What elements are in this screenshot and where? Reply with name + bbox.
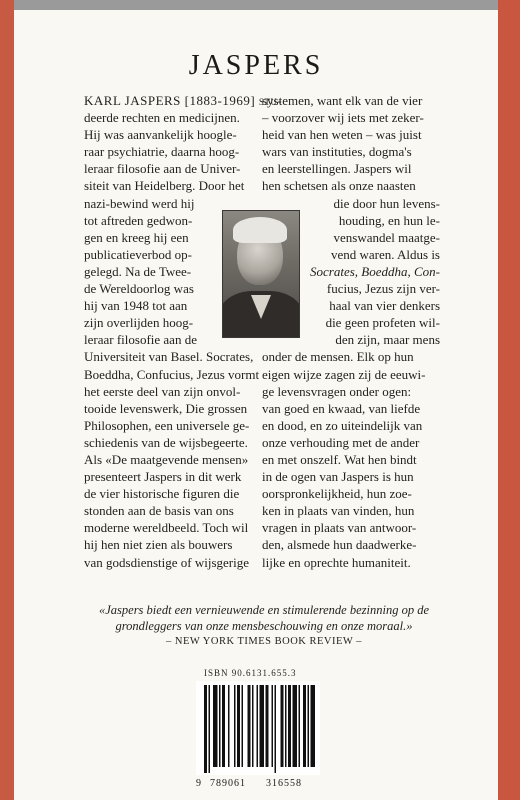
blurb-line: fucius, Jezus zijn ver- [326, 281, 440, 297]
blurb-line: de Wereldoorlog was [84, 281, 194, 297]
blurb-line: de vier historische figuren die [84, 486, 240, 502]
barcode-bar [213, 685, 218, 767]
blurb-line: heid van hen weten – was juist [262, 127, 422, 143]
cover-left-edge [0, 0, 14, 800]
blurb-line: gen en kreeg hij een [84, 229, 189, 245]
blurb-line: en dood, en zo uiteindelijk van [262, 417, 423, 433]
blurb-line: den, alsmede hun daadwerke- [262, 537, 417, 553]
cover-right-edge [498, 0, 520, 800]
blurb-line: venswandel maatge- [333, 229, 440, 245]
blurb-line: zijn overlijden hoog- [84, 315, 194, 331]
barcode-bar [303, 685, 306, 767]
blurb-line: en met onszelf. Wat hen bindt [262, 451, 417, 467]
blurb-line: Boeddha, Confucius, Jezus vormt [84, 366, 260, 382]
barcode-bar [237, 685, 240, 767]
review-quote-line: «Jaspers biedt een vernieuwende en stimulerende bezinning op de [98, 603, 429, 617]
blurb-line: van godsdienstige of wijsgerige [84, 554, 249, 570]
blurb-line: onder de mensen. Elk op hun [262, 349, 414, 365]
blurb-line: Philosophen, een universele ge- [84, 417, 250, 433]
barcode-bar [219, 685, 221, 767]
blurb-line: stonden aan de basis van ons [84, 503, 234, 519]
blurb-line: Als «De maatgevende mensen» [84, 451, 249, 467]
barcode-bar [272, 685, 274, 767]
blurb-line: presenteert Jaspers in dit werk [84, 469, 242, 485]
blurb-line: ge levensvragen onder ogen: [262, 383, 412, 399]
barcode-bar [252, 685, 254, 767]
blurb-line: houding, en hun le- [338, 212, 440, 228]
barcode-bar [308, 685, 310, 767]
review-quote-line: grondleggers van onze mensbeschouwing en onze moraal.» [115, 619, 413, 633]
barcode-bars [196, 681, 320, 775]
isbn-number: ISBN 90.6131.655.3 [204, 668, 297, 678]
blurb-line: leraar filosofie aan de [84, 332, 197, 348]
blurb-line: siteit van Heidelberg. Door het [84, 178, 245, 194]
blurb-right-column [262, 92, 440, 571]
blurb-line: publicatieverbod op- [84, 246, 192, 262]
barcode-digits [196, 778, 320, 789]
blurb-line: ken in plaats van vinden, hun [262, 503, 415, 519]
barcode-bar [228, 685, 230, 767]
blurb-line [84, 92, 283, 109]
barcode-bar [257, 685, 259, 767]
blurb-line: Hij was aanvankelijk hooglе- [84, 127, 237, 143]
blurb-line: wars van instituties, dogma's [262, 144, 412, 160]
blurb-line: moderne wereldbeeld. Toch wil [84, 520, 249, 536]
blurb-line: eigen wijze zagen zij de eeuwi- [262, 366, 426, 382]
barcode-bar [266, 685, 269, 767]
blurb-line: tot aftreden gedwon- [84, 212, 193, 228]
blurb-line: gelegd. Na de Twee- [84, 263, 192, 279]
blurb-line: den zijn, maar mens [335, 332, 440, 348]
blurb-line: leraar filosofie aan de Univer- [84, 161, 241, 177]
barcode [196, 681, 320, 775]
blurb-line: het eerste deel van zijn onvol- [84, 383, 241, 399]
review-source: – NEW YORK TIMES BOOK REVIEW – [165, 636, 363, 647]
blurb-line: die geen profeten wil- [325, 315, 440, 331]
blurb-line: vragen in plaats van antwoor- [262, 520, 417, 536]
blurb-line: deerde rechten en medicijnen. [84, 110, 240, 126]
blurb-line: lijke en oprechte humaniteit. [262, 554, 411, 570]
blurb-line-text: KARL JASPERS [1883-1969] stu- [84, 93, 283, 108]
blurb-line: tooide levenswerk, Die grossen [84, 400, 248, 416]
blurb-line: in de ogen van Jaspers is hun [262, 469, 414, 485]
barcode-bar [222, 685, 225, 767]
blurb-line: – voorzover wij iets met zeker- [262, 110, 424, 126]
barcode-bar [234, 685, 236, 767]
barcode-bar [248, 685, 251, 767]
review-quote [60, 602, 468, 634]
blurb-line: en leerstellingen. Jaspers wil [262, 161, 412, 177]
barcode-digit-group: 316558 [266, 778, 302, 789]
barcode-bar [285, 685, 287, 767]
blurb-line: hen schetsen als onze naasten [262, 178, 416, 194]
blurb-line: oorspronkelijkheid, hun zoe- [262, 486, 412, 502]
barcode-bar [299, 685, 301, 767]
blurb-line: die door hun levens- [333, 195, 440, 211]
blurb-line: schiedenis van de wijsbegeerte. [84, 434, 248, 450]
barcode-bar [281, 685, 284, 767]
blurb-line: onze verhouding met de ander [262, 434, 420, 450]
barcode-bar [293, 685, 298, 767]
blurb-line: nazi-bewind werd hij [84, 195, 195, 211]
barcode-bar [260, 685, 265, 767]
blurb-line: vend waren. Aldus is [330, 246, 440, 262]
blurb-line: van goed en kwaad, van liefde [262, 400, 421, 416]
page-top-edge [14, 0, 498, 10]
blurb-line: systemen, want elk van de vier [262, 93, 423, 108]
barcode-bar [288, 685, 291, 767]
barcode-bar [242, 685, 244, 767]
blurb-line: hij van 1948 tot aan [84, 298, 188, 314]
barcode-digit-group: 789061 [210, 778, 246, 789]
barcode-digit-group: 9 [196, 778, 202, 789]
barcode-bar [311, 685, 316, 767]
blurb-line: raar psychiatrie, daarna hoog- [84, 144, 240, 160]
blurb-line: Socrates, Boeddha, Con- [310, 263, 440, 279]
blurb-line: Universiteit van Basel. Socrates, [84, 349, 254, 365]
barcode-bar [275, 685, 277, 773]
book-title: JASPERS [188, 50, 324, 81]
blurb-line: hij hen niet zien als bouwers [84, 537, 233, 553]
barcode-bar [209, 685, 211, 773]
blurb-line: haal van vier denkers [329, 298, 440, 314]
barcode-bar [204, 685, 207, 773]
